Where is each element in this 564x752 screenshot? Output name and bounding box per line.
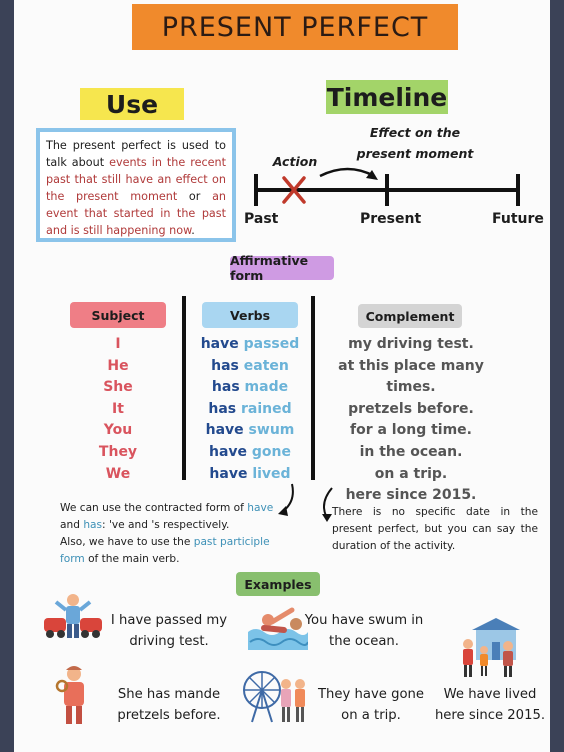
verb-cell xyxy=(184,442,316,464)
swimmer-icon xyxy=(246,602,308,652)
verb-cell xyxy=(184,334,316,356)
subject-cell: I xyxy=(115,336,121,352)
infographic-page xyxy=(14,0,550,752)
use-text-2: events in the recent past that still have an effect on the present moment xyxy=(46,156,226,203)
baker-icon xyxy=(54,664,94,726)
note-text: : 've and 's respectively. xyxy=(102,519,230,531)
example-3 xyxy=(106,684,232,726)
auxiliary-verb: has xyxy=(208,400,237,417)
timeline-graphic xyxy=(250,160,540,210)
past-participle: passed xyxy=(243,336,300,352)
example-4 xyxy=(314,684,428,726)
note-has: has xyxy=(83,519,103,531)
use-heading: Use xyxy=(80,88,184,120)
use-text-3: or xyxy=(177,190,213,203)
present-label: Present xyxy=(360,211,422,227)
subject-cell: He xyxy=(107,357,129,374)
complement-cell: pretzels before. xyxy=(348,400,474,417)
complement-cell: my driving test. xyxy=(348,336,474,352)
travelers-icon xyxy=(240,668,312,724)
future-label: Future xyxy=(492,211,544,227)
verbs-column xyxy=(184,334,316,485)
examples-label: Examples xyxy=(236,572,320,596)
subject-header: Subject xyxy=(70,302,166,328)
affirmative-form-label: Affirmative form xyxy=(230,256,334,280)
complement-column xyxy=(316,334,506,507)
timeline-heading: Timeline xyxy=(326,80,448,114)
auxiliary-verb: have xyxy=(209,465,248,482)
subject-column xyxy=(70,334,166,485)
note-past-participle: past participle form xyxy=(60,536,270,565)
subject-cell: You xyxy=(103,422,133,439)
action-label: Action xyxy=(272,154,318,169)
past-participle: swum xyxy=(248,422,295,439)
past-participle: gone xyxy=(251,443,292,460)
complement-cell: here since 2015. xyxy=(345,487,477,504)
complement-cell: on a trip. xyxy=(374,465,448,482)
example-line: here since 2015. xyxy=(434,708,546,723)
note-text: of the main verb. xyxy=(84,553,180,565)
subject-cell: It xyxy=(112,400,124,417)
use-explanation-box xyxy=(36,128,236,242)
action-arrow-icon xyxy=(320,169,374,176)
auxiliary-verb: have xyxy=(205,422,244,439)
curved-arrow-icon xyxy=(274,480,304,520)
verb-cell xyxy=(184,399,316,421)
example-line: on a trip. xyxy=(341,708,401,723)
example-line: pretzels before. xyxy=(117,708,221,723)
past-participle: eaten xyxy=(243,357,289,374)
verb-cell xyxy=(184,356,316,378)
verb-cell xyxy=(184,420,316,442)
note-text: We can use the contracted form of xyxy=(60,502,248,514)
example-2 xyxy=(304,610,424,652)
example-line: We have lived xyxy=(443,687,537,702)
family-house-icon xyxy=(458,616,522,678)
subject-cell: We xyxy=(105,465,131,482)
auxiliary-verb: has xyxy=(211,379,240,396)
example-line: They have gone xyxy=(318,687,424,702)
driver-icon xyxy=(42,592,104,640)
past-participle: made xyxy=(244,379,289,396)
example-line: I have passed my xyxy=(110,613,228,628)
effect-label: Effect on the present moment xyxy=(356,125,474,161)
past-participle: lived xyxy=(252,465,291,482)
past-label: Past xyxy=(244,211,279,227)
example-line: She has mande xyxy=(117,687,221,702)
complement-header: Complement xyxy=(358,304,462,328)
note-have: have xyxy=(247,502,274,514)
verbs-header: Verbs xyxy=(202,302,298,328)
use-text-4: an event that started in the past and is still happening now xyxy=(46,190,227,237)
auxiliary-verb: have xyxy=(200,336,239,352)
example-line: You have swum in xyxy=(304,613,424,628)
past-participle: rained xyxy=(240,400,292,417)
page-title: PRESENT PERFECT xyxy=(132,4,458,50)
note-text: Also, we have to use the xyxy=(60,536,194,548)
auxiliary-verb: have xyxy=(208,443,248,460)
verb-cell xyxy=(184,377,316,399)
complement-cell: for a long time. xyxy=(350,422,472,439)
complement-cell: at this place many times. xyxy=(338,357,484,396)
example-5 xyxy=(434,684,546,726)
use-text-5: . xyxy=(191,224,195,237)
contraction-note xyxy=(60,500,278,568)
duration-note: There is no specific date in the present perfect, but you can say the duration of the activity. xyxy=(332,506,538,552)
use-text-1: The present perfect is used to talk about xyxy=(46,139,226,169)
example-line: the ocean. xyxy=(329,634,399,649)
subject-cell: She xyxy=(103,379,133,396)
complement-cell: in the ocean. xyxy=(359,443,463,460)
example-1 xyxy=(106,610,232,652)
auxiliary-verb: has xyxy=(211,357,239,374)
subject-cell: They xyxy=(98,443,138,460)
note-text: and xyxy=(60,519,84,531)
example-line: driving test. xyxy=(129,634,209,649)
